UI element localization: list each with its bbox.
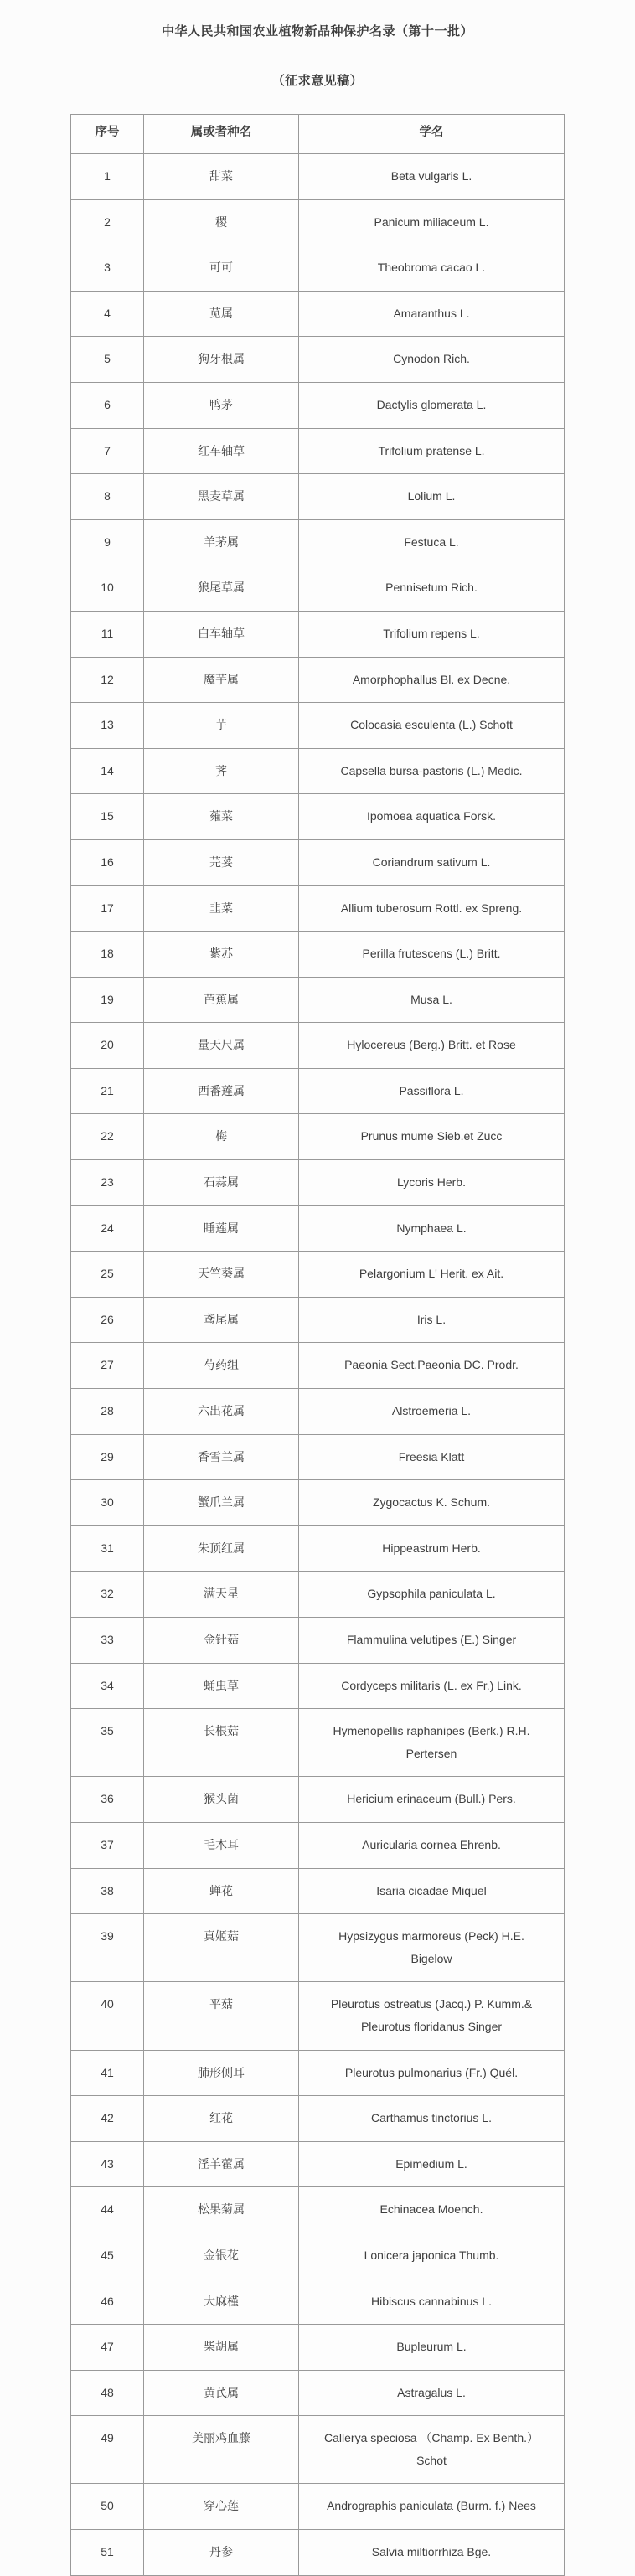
row-number-cell: 43 [71,2141,144,2187]
scientific-name-cell: Trifolium repens L. [299,611,565,657]
scientific-name-cell: Andrographis paniculata (Burm. f.) Nees [299,2484,565,2530]
row-number-cell: 36 [71,1777,144,1823]
genus-or-species-name-cell: 鸭茅 [144,382,299,428]
genus-or-species-name-cell: 白车轴草 [144,611,299,657]
scientific-name-cell: Paeonia Sect.Paeonia DC. Prodr. [299,1343,565,1389]
table-row [71,199,565,245]
table-row [71,245,565,292]
scientific-name-cell: Allium tuberosum Rottl. ex Spreng. [299,885,565,932]
genus-or-species-name-cell: 金针菇 [144,1618,299,1664]
genus-or-species-name-cell: 金银花 [144,2233,299,2279]
scientific-name-cell: Dactylis glomerata L. [299,382,565,428]
table-row [71,2141,565,2187]
scientific-name-cell: Lolium L. [299,474,565,520]
genus-or-species-name-cell: 黑麦草属 [144,474,299,520]
table-row [71,1114,565,1160]
row-number-cell: 18 [71,932,144,978]
genus-or-species-name-cell: 甜菜 [144,154,299,200]
scientific-name-cell: Bupleurum L. [299,2325,565,2371]
genus-or-species-name-cell: 韭菜 [144,885,299,932]
genus-or-species-name-cell: 蕹菜 [144,794,299,840]
row-number-cell: 9 [71,519,144,565]
table-row [71,1822,565,1868]
table-row [71,2233,565,2279]
table-row [71,428,565,474]
scientific-name-cell: Pleurotus pulmonarius (Fr.) Quél. [299,2050,565,2096]
row-number-cell: 12 [71,657,144,703]
scientific-name-cell: Cynodon Rich. [299,337,565,383]
row-number-cell: 10 [71,565,144,612]
genus-or-species-name-cell: 丹参 [144,2530,299,2576]
row-number-cell: 16 [71,839,144,885]
row-number-cell: 31 [71,1525,144,1572]
table-row [71,1777,565,1823]
genus-or-species-name-cell: 红花 [144,2096,299,2142]
row-number-cell: 19 [71,977,144,1023]
table-row [71,2096,565,2142]
genus-or-species-name-cell: 肺形侧耳 [144,2050,299,2096]
row-number-cell: 1 [71,154,144,200]
genus-or-species-name-cell: 芫荽 [144,839,299,885]
row-number-cell: 6 [71,382,144,428]
table-row [71,657,565,703]
scientific-name-cell: Freesia Klatt [299,1434,565,1480]
table-row [71,2187,565,2233]
column-header-genus-or-species: 属或者种名 [144,115,299,154]
table-row [71,337,565,383]
scientific-name-cell: Pleurotus ostreatus (Jacq.) P. Kumm.& Pleurotus floridanus Singer [299,1982,565,2050]
table-row [71,1023,565,1069]
row-number-cell: 13 [71,703,144,749]
scientific-name-cell: Astragalus L. [299,2370,565,2416]
row-number-cell: 2 [71,199,144,245]
scientific-name-cell: Flammulina velutipes (E.) Singer [299,1618,565,1664]
table-row [71,703,565,749]
table-row [71,154,565,200]
table-header-row [71,115,565,154]
scientific-name-cell: Isaria cicadae Miquel [299,1868,565,1914]
table-row [71,1982,565,2050]
table-row [71,1868,565,1914]
genus-or-species-name-cell: 蝉花 [144,1868,299,1914]
genus-or-species-name-cell: 梅 [144,1114,299,1160]
scientific-name-cell: Pelargonium L' Herit. ex Ait. [299,1252,565,1298]
row-number-cell: 22 [71,1114,144,1160]
genus-or-species-name-cell: 芍药组 [144,1343,299,1389]
scientific-name-cell: Zygocactus K. Schum. [299,1480,565,1526]
row-number-cell: 17 [71,885,144,932]
genus-or-species-name-cell: 黄芪属 [144,2370,299,2416]
scientific-name-cell: Auricularia cornea Ehrenb. [299,1822,565,1868]
genus-or-species-name-cell: 芭蕉属 [144,977,299,1023]
table-row [71,1572,565,1618]
scientific-name-cell: Alstroemeria L. [299,1389,565,1435]
scientific-name-cell: Hibiscus cannabinus L. [299,2279,565,2325]
scientific-name-cell: Lycoris Herb. [299,1160,565,1206]
genus-or-species-name-cell: 红车轴草 [144,428,299,474]
genus-or-species-name-cell: 荠 [144,748,299,794]
row-number-cell: 49 [71,2416,144,2484]
table-row [71,2416,565,2484]
table-row [71,1068,565,1114]
table-body [71,154,565,2576]
genus-or-species-name-cell: 朱顶红属 [144,1525,299,1572]
row-number-cell: 41 [71,2050,144,2096]
table-row [71,611,565,657]
table-row [71,474,565,520]
scientific-name-cell: Hippeastrum Herb. [299,1525,565,1572]
genus-or-species-name-cell: 狼尾草属 [144,565,299,612]
genus-or-species-name-cell: 鸢尾属 [144,1297,299,1343]
scientific-name-cell: Hypsizygus marmoreus (Peck) H.E. Bigelow [299,1914,565,1982]
row-number-cell: 27 [71,1343,144,1389]
row-number-cell: 20 [71,1023,144,1069]
scientific-name-cell: Amorphophallus Bl. ex Decne. [299,657,565,703]
column-header-index: 序号 [71,115,144,154]
row-number-cell: 37 [71,1822,144,1868]
table-row [71,1434,565,1480]
row-number-cell: 50 [71,2484,144,2530]
table-row [71,519,565,565]
table-row [71,1205,565,1252]
scientific-name-cell: Perilla frutescens (L.) Britt. [299,932,565,978]
scientific-name-cell: Beta vulgaris L. [299,154,565,200]
scientific-name-cell: Carthamus tinctorius L. [299,2096,565,2142]
row-number-cell: 46 [71,2279,144,2325]
scientific-name-cell: Prunus mume Sieb.et Zucc [299,1114,565,1160]
genus-or-species-name-cell: 量天尺属 [144,1023,299,1069]
row-number-cell: 40 [71,1982,144,2050]
row-number-cell: 23 [71,1160,144,1206]
scientific-name-cell: Echinacea Moench. [299,2187,565,2233]
row-number-cell: 48 [71,2370,144,2416]
row-number-cell: 28 [71,1389,144,1435]
scientific-name-cell: Iris L. [299,1297,565,1343]
row-number-cell: 14 [71,748,144,794]
genus-or-species-name-cell: 香雪兰属 [144,1434,299,1480]
document-subtitle: （征求意见稿） [271,74,364,88]
table-row [71,1480,565,1526]
table-row [71,1709,565,1777]
scientific-name-cell: Coriandrum sativum L. [299,839,565,885]
scientific-name-cell: Panicum miliaceum L. [299,199,565,245]
genus-or-species-name-cell: 蛹虫草 [144,1663,299,1709]
table-row [71,565,565,612]
row-number-cell: 7 [71,428,144,474]
table-row [71,748,565,794]
scientific-name-cell: Hericium erinaceum (Bull.) Pers. [299,1777,565,1823]
table-row [71,2325,565,2371]
table-row [71,2530,565,2576]
row-number-cell: 11 [71,611,144,657]
genus-or-species-name-cell: 淫羊藿属 [144,2141,299,2187]
row-number-cell: 51 [71,2530,144,2576]
table-row [71,1160,565,1206]
genus-or-species-name-cell: 芋 [144,703,299,749]
row-number-cell: 34 [71,1663,144,1709]
table-row [71,2050,565,2096]
genus-or-species-name-cell: 狗牙根属 [144,337,299,383]
row-number-cell: 38 [71,1868,144,1914]
row-number-cell: 3 [71,245,144,292]
scientific-name-cell: Trifolium pratense L. [299,428,565,474]
genus-or-species-name-cell: 天竺葵属 [144,1252,299,1298]
table-row [71,2484,565,2530]
genus-or-species-name-cell: 紫苏 [144,932,299,978]
row-number-cell: 45 [71,2233,144,2279]
scientific-name-cell: Hylocereus (Berg.) Britt. et Rose [299,1023,565,1069]
table-row [71,1389,565,1435]
genus-or-species-name-cell: 真姬菇 [144,1914,299,1982]
genus-or-species-name-cell: 稷 [144,199,299,245]
row-number-cell: 26 [71,1297,144,1343]
genus-or-species-name-cell: 毛木耳 [144,1822,299,1868]
scientific-name-cell: Gypsophila paniculata L. [299,1572,565,1618]
table-row [71,932,565,978]
genus-or-species-name-cell: 西番莲属 [144,1068,299,1114]
scientific-name-cell: Callerya speciosa （Champ. Ex Benth.）Schot [299,2416,565,2484]
table-row [71,1525,565,1572]
scientific-name-cell: Salvia miltiorrhiza Bge. [299,2530,565,2576]
genus-or-species-name-cell: 柴胡属 [144,2325,299,2371]
row-number-cell: 32 [71,1572,144,1618]
table-row [71,1252,565,1298]
row-number-cell: 15 [71,794,144,840]
row-number-cell: 21 [71,1068,144,1114]
genus-or-species-name-cell: 穿心莲 [144,2484,299,2530]
row-number-cell: 8 [71,474,144,520]
row-number-cell: 29 [71,1434,144,1480]
scientific-name-cell: Colocasia esculenta (L.) Schott [299,703,565,749]
row-number-cell: 4 [71,291,144,337]
table-row [71,2370,565,2416]
genus-or-species-name-cell: 大麻槿 [144,2279,299,2325]
genus-or-species-name-cell: 魔芋属 [144,657,299,703]
document-title: 中华人民共和国农业植物新品种保护名录（第十一批） [161,24,473,39]
row-number-cell: 39 [71,1914,144,1982]
row-number-cell: 24 [71,1205,144,1252]
scientific-name-cell: Lonicera japonica Thumb. [299,2233,565,2279]
genus-or-species-name-cell: 美丽鸡血藤 [144,2416,299,2484]
genus-or-species-name-cell: 松果菊属 [144,2187,299,2233]
scientific-name-cell: Epimedium L. [299,2141,565,2187]
genus-or-species-name-cell: 苋属 [144,291,299,337]
genus-or-species-name-cell: 蟹爪兰属 [144,1480,299,1526]
genus-or-species-name-cell: 羊茅属 [144,519,299,565]
column-header-scientific-name: 学名 [299,115,565,154]
genus-or-species-name-cell: 可可 [144,245,299,292]
genus-or-species-name-cell: 睡莲属 [144,1205,299,1252]
row-number-cell: 44 [71,2187,144,2233]
scientific-name-cell: Hymenopellis raphanipes (Berk.) R.H. Pertersen [299,1709,565,1777]
table-row [71,794,565,840]
row-number-cell: 35 [71,1709,144,1777]
row-number-cell: 5 [71,337,144,383]
scientific-name-cell: Pennisetum Rich. [299,565,565,612]
table-row [71,291,565,337]
scientific-name-cell: Passiflora L. [299,1068,565,1114]
row-number-cell: 25 [71,1252,144,1298]
genus-or-species-name-cell: 六出花属 [144,1389,299,1435]
genus-or-species-name-cell: 石蒜属 [144,1160,299,1206]
scientific-name-cell: Theobroma cacao L. [299,245,565,292]
genus-or-species-name-cell: 猴头菌 [144,1777,299,1823]
table-row [71,839,565,885]
species-table [70,114,565,2576]
scientific-name-cell: Cordyceps militaris (L. ex Fr.) Link. [299,1663,565,1709]
scientific-name-cell: Ipomoea aquatica Forsk. [299,794,565,840]
scientific-name-cell: Capsella bursa-pastoris (L.) Medic. [299,748,565,794]
table-row [71,1914,565,1982]
row-number-cell: 47 [71,2325,144,2371]
scientific-name-cell: Nymphaea L. [299,1205,565,1252]
row-number-cell: 42 [71,2096,144,2142]
table-row [71,2279,565,2325]
table-row [71,1343,565,1389]
scientific-name-cell: Amaranthus L. [299,291,565,337]
genus-or-species-name-cell: 长根菇 [144,1709,299,1777]
scientific-name-cell: Musa L. [299,977,565,1023]
table-row [71,382,565,428]
table-row [71,1297,565,1343]
genus-or-species-name-cell: 平菇 [144,1982,299,2050]
table-row [71,1618,565,1664]
table-row [71,1663,565,1709]
row-number-cell: 33 [71,1618,144,1664]
row-number-cell: 30 [71,1480,144,1526]
table-row [71,885,565,932]
table-row [71,977,565,1023]
scientific-name-cell: Festuca L. [299,519,565,565]
genus-or-species-name-cell: 满天星 [144,1572,299,1618]
